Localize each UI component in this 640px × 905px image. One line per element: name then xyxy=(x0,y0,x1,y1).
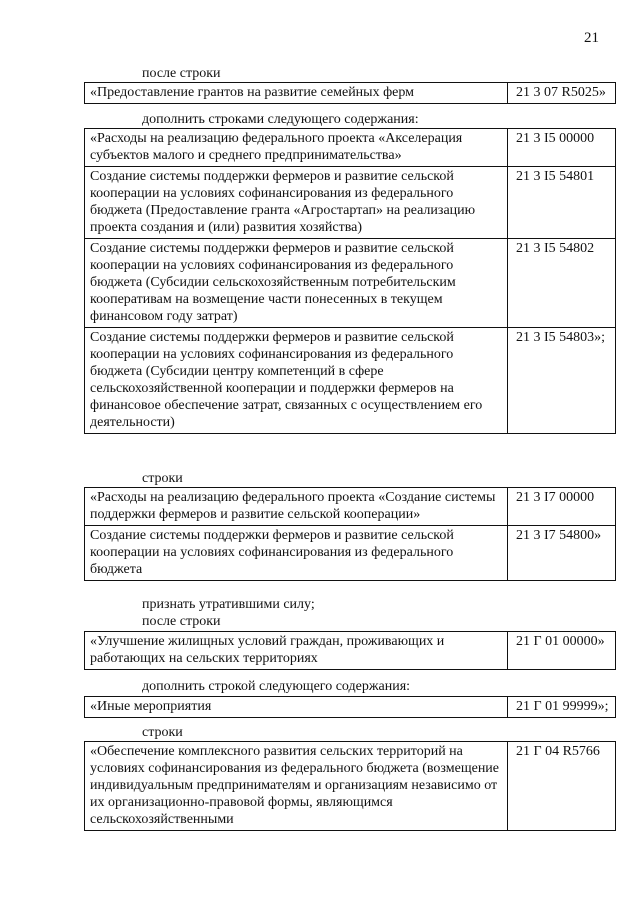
table-row xyxy=(85,129,616,167)
table-row xyxy=(85,239,616,328)
table-row xyxy=(85,328,616,434)
expense-name-cell: Создание системы поддержки фермеров и развитие сельской кооперации на условиях софинансирования из федерального бюджета (Субсидии центру компетенций в сфере сельскохозяйственной кооперации и поддержки фермеров на финансовое обеспечение затрат, связанных с осуществлением его деятельности) xyxy=(85,328,508,434)
expense-name-cell: «Предоставление грантов на развитие семейных ферм xyxy=(85,83,508,104)
instruction-text: после строки xyxy=(142,66,221,81)
budget-code-cell: 21 3 I5 00000 xyxy=(508,129,616,167)
budget-code-cell: 21 Г 01 99999»; xyxy=(508,697,616,718)
table-row xyxy=(85,167,616,239)
table-row xyxy=(85,697,616,718)
expense-name-cell: «Иные мероприятия xyxy=(85,697,508,718)
budget-code-table xyxy=(84,128,616,434)
expense-name-cell: Создание системы поддержки фермеров и развитие сельской кооперации на условиях софинансирования из федерального бюджета (Предоставление гранта «Агростартап» на реализацию проекта создания и (или) развития хозяйства) xyxy=(85,167,508,239)
table-row xyxy=(85,488,616,526)
instruction-text: дополнить строкой следующего содержания: xyxy=(142,679,411,694)
budget-code-table xyxy=(84,631,616,670)
expense-name-cell: «Обеспечение комплексного развития сельских территорий на условиях софинансирования из федерального бюджета (возмещение индивидуальным предпринимателям и организациям независимо от их организационно-правовой формы, являющимся сельскохозяйственными xyxy=(85,742,508,831)
expense-name-cell: Создание системы поддержки фермеров и развитие сельской кооперации на условиях софинансирования из федерального бюджета (Субсидии сельскохозяйственным потребительским кооперативам на возмещение части понесенных в текущем финансовом году затрат) xyxy=(85,239,508,328)
page-number: 21 xyxy=(584,30,599,46)
budget-code-cell: 21 3 I5 54803»; xyxy=(508,328,616,434)
budget-code-cell: 21 3 I7 00000 xyxy=(508,488,616,526)
budget-code-table xyxy=(84,82,616,104)
budget-code-table xyxy=(84,487,616,581)
expense-name-cell: «Расходы на реализацию федерального проекта «Создание системы поддержки фермеров и развитие сельской кооперации» xyxy=(85,488,508,526)
table-row xyxy=(85,742,616,831)
instruction-text: строки xyxy=(142,725,183,740)
budget-code-cell: 21 Г 04 R5766 xyxy=(508,742,616,831)
table-row xyxy=(85,526,616,581)
budget-code-table xyxy=(84,696,616,718)
instruction-text: дополнить строками следующего содержания: xyxy=(142,112,419,127)
table-row xyxy=(85,83,616,104)
instruction-text: после строки xyxy=(142,614,221,629)
budget-code-table xyxy=(84,741,616,831)
budget-code-cell: 21 3 I5 54801 xyxy=(508,167,616,239)
budget-code-cell: 21 3 07 R5025» xyxy=(508,83,616,104)
budget-code-cell: 21 3 I5 54802 xyxy=(508,239,616,328)
expense-name-cell: Создание системы поддержки фермеров и развитие сельской кооперации на условиях софинансирования из федерального бюджета xyxy=(85,526,508,581)
instruction-text: строки xyxy=(142,471,183,486)
budget-code-cell: 21 3 I7 54800» xyxy=(508,526,616,581)
expense-name-cell: «Расходы на реализацию федерального проекта «Акселерация субъектов малого и среднего предпринимательства» xyxy=(85,129,508,167)
expense-name-cell: «Улучшение жилищных условий граждан, проживающих и работающих на сельских территориях xyxy=(85,632,508,670)
table-row xyxy=(85,632,616,670)
budget-code-cell: 21 Г 01 00000» xyxy=(508,632,616,670)
instruction-text: признать утратившими силу; xyxy=(142,597,315,612)
